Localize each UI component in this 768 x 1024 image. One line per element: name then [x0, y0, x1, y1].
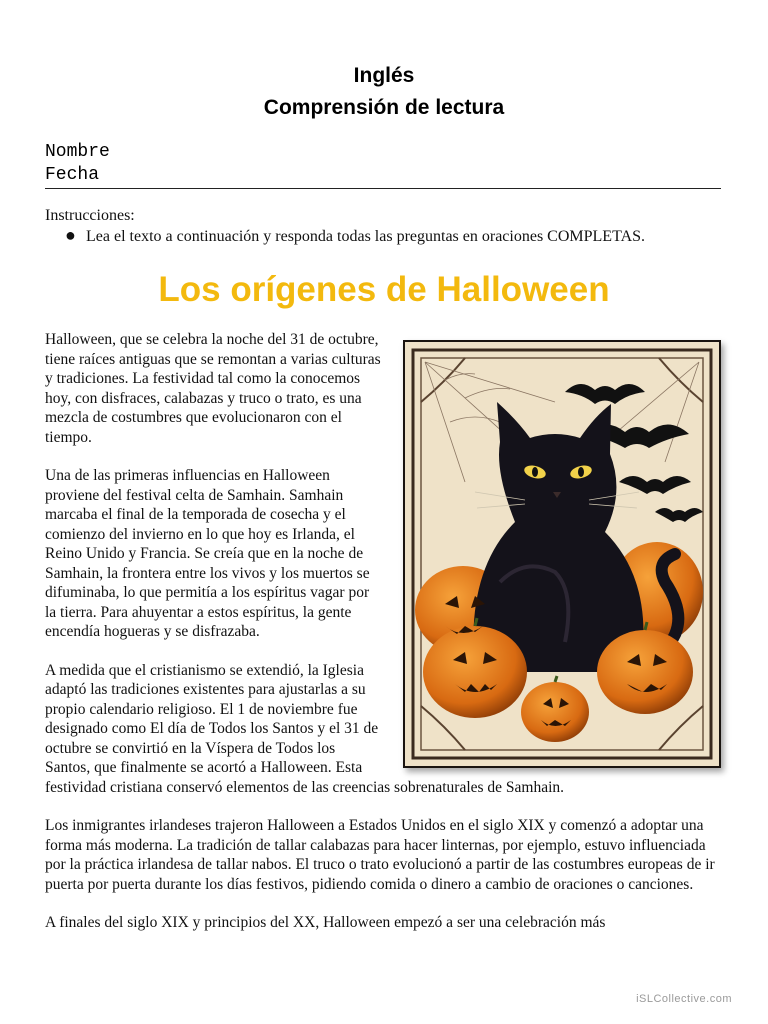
paragraph-1: Halloween, que se celebra la noche del 31 de octubre, tiene raíces antiguas que se remontan a varias culturas y tradiciones. La festividad tal como la conocemos hoy, con disfraces, calabazas y truco o trato, es una mezcla de costumbres que evolucionaron con el tiempo.: [45, 331, 381, 446]
date-field-label: Fecha: [45, 165, 100, 185]
student-fields: [45, 141, 721, 189]
worksheet-header: [0, 60, 768, 124]
instruction-item: [65, 226, 735, 247]
paragraph-5: A finales del siglo XIX y principios del XX, Halloween empezó a ser una celebración más: [45, 914, 606, 931]
instruction-text: Lea el texto a continuación y responda todas las preguntas en oraciones COMPLETAS.: [86, 228, 646, 245]
bullet-icon: ●: [65, 225, 76, 245]
article-body: [45, 330, 721, 952]
black-cat-pumpkins-bats-icon: [405, 342, 719, 766]
halloween-cat-illustration: [403, 340, 721, 768]
paragraph-2: Una de las primeras influencias en Halloween proviene del festival celta de Samhain. Samhain marcaba el final de la temporada de cosecha y el comienzo del invierno en lo que hoy es Irlanda, el Reino Unido y Francia. Se creía que en la noche de Samhain, la frontera entre los vivos y los muertos se difuminaba, lo que permitía a los espíritus vagar por la tierra. Para ahuyentar a estos espíritus, la gente encendía hogueras y se disfrazaba.: [45, 467, 370, 640]
paragraph-4: Los inmigrantes irlandeses trajeron Halloween a Estados Unidos en el siglo XIX y comenzó a adoptar una forma más moderna. La tradición de tallar calabazas para hacer linternas, por ejemplo, estuvo influenciada por la práctica irlandesa de tallar nabos. El truco o trato evolucionó a partir de las costumbres europeas de ir puerta por puerta durante los días festivos, pidiendo comida o dinero a cambio de oraciones o canciones.: [45, 817, 715, 893]
paragraph-3: A medida que el cristianismo se extendió, la Iglesia adaptó las tradiciones existentes para ajustarlas a su propio calendario religioso. El 1 de noviembre fue designado como El día de Todos los Santos y el 31 de octubre se convirtió en la Víspera de Todos los Santos, que finalmente se acortó a Halloween. Esta festividad cristiana conservó elementos de las creencias sobrenaturales de Samhain.: [45, 661, 565, 796]
instructions-label: Instrucciones:: [45, 207, 135, 224]
watermark: iSLCollective.com: [636, 993, 732, 1005]
subject-heading: Inglés: [353, 64, 415, 87]
article-title: Los orígenes de Halloween: [158, 270, 610, 309]
instructions-block: [45, 205, 735, 247]
name-field-label: Nombre: [45, 142, 110, 162]
worksheet-subtitle: Comprensión de lectura: [263, 96, 505, 119]
